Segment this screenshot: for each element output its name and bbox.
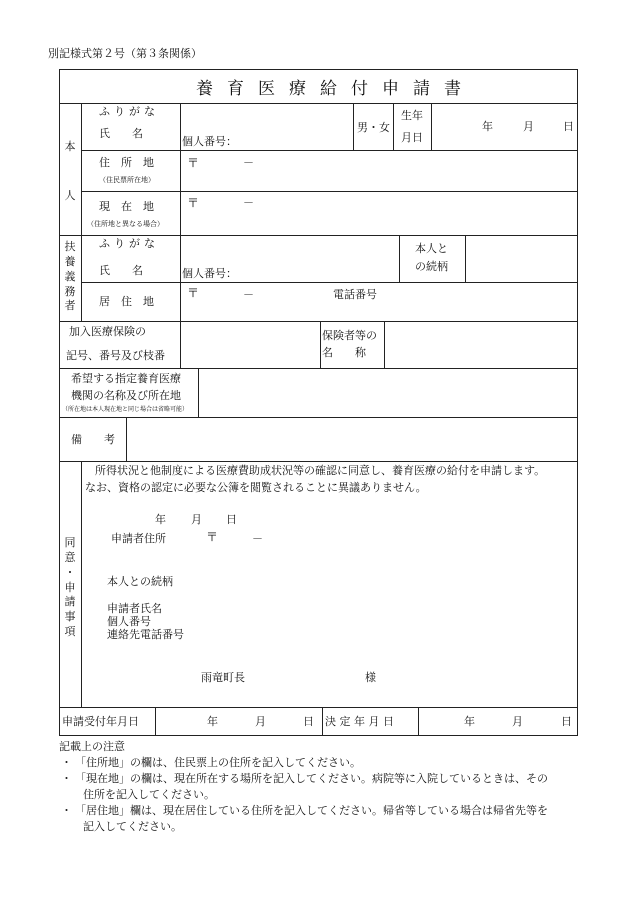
applicant-name-label: 申請者氏名: [107, 602, 162, 615]
facility-label-2: 機関の名称及び所在地: [71, 389, 181, 402]
address-postal-dash: －: [243, 156, 254, 169]
phone-label: 電話番号: [333, 288, 377, 301]
form-title: 養育医療給付申請書: [196, 79, 475, 99]
address-sublabel: （住民票所在地）: [99, 176, 155, 184]
insurer-label-2: 名 称: [322, 346, 366, 359]
birth-month-unit: 月: [523, 120, 534, 133]
applicant-postal-mark: 〒: [206, 530, 219, 544]
received-date-label: 申請受付年月日: [62, 715, 139, 728]
mayor-addressee: 雨竜町長: [201, 671, 245, 684]
honnin-name-label: 氏 名: [99, 127, 143, 140]
note-bullet-1: ・: [61, 756, 72, 769]
consent-statement-2: なお、資格の認定に必要な公簿を閲覧されることに異議ありません。: [85, 481, 427, 494]
note-bullet-2: ・: [61, 772, 72, 785]
insurance-label-1: 加入医療保険の: [69, 325, 146, 338]
honorific-sama: 様: [365, 671, 376, 684]
contact-phone-label: 連絡先電話番号: [107, 628, 184, 641]
residence-label: 居 住 地: [99, 295, 154, 308]
fuyo-relation-label-1: 本人と: [415, 242, 448, 255]
current-location-sublabel: （住所地と異なる場合）: [87, 220, 164, 228]
facility-note: （所在地は本人現在地と同じ場合は省略可能）: [62, 406, 189, 413]
note-bullet-3: ・: [61, 804, 72, 817]
insurer-label-1: 保険者等の: [322, 329, 377, 342]
current-postal-dash: －: [243, 196, 254, 209]
current-postal-mark: 〒: [187, 196, 200, 210]
address-postal-mark: 〒: [187, 156, 200, 170]
applicant-relation-label: 本人との続柄: [107, 575, 173, 588]
fuyo-group-label: 扶 養 義 務 者: [64, 240, 76, 313]
residence-postal-dash: －: [243, 288, 254, 301]
current-location-label: 現 在 地: [99, 200, 154, 213]
note-item-1: 「住所地」の欄は、住民票上の住所を記入してください。: [75, 756, 361, 769]
insurance-label-2: 記号、番号及び枝番: [66, 349, 165, 362]
sex-selector[interactable]: 男・女: [357, 121, 390, 134]
birth-day-unit: 日: [563, 120, 574, 133]
honnin-furigana-label: ふりがな: [99, 105, 159, 118]
note-item-3-line-2: 記入してください。: [83, 820, 182, 833]
decided-month-unit: 月: [512, 715, 523, 728]
note-item-3-line-1: 「居住地」欄は、現在居住している住所を記入してください。帰省等している場合は帰省先等を: [75, 804, 548, 817]
consent-statement-1: 所得状況と他制度による医療費助成状況等の確認に同意し、養育医療の給付を申請します。: [95, 464, 546, 477]
decided-day-unit: 日: [561, 715, 572, 728]
birthdate-label-2: 月日: [401, 131, 423, 144]
applicant-number-label: 個人番号: [107, 615, 151, 628]
decided-year-unit: 年: [464, 715, 475, 728]
fuyo-mynumber-label: 個人番号：: [182, 267, 237, 280]
remarks-label: 備 考: [71, 433, 115, 446]
application-day-unit: 日: [226, 513, 237, 526]
residence-postal-mark: 〒: [187, 286, 200, 300]
applicant-address-label: 申請者住所: [111, 532, 166, 545]
received-year-unit: 年: [207, 715, 218, 728]
notes-heading: 記載上の注意: [59, 740, 125, 753]
birthdate-label-1: 生年: [401, 109, 423, 122]
application-year-unit: 年: [155, 513, 166, 526]
applicant-postal-dash: －: [252, 532, 263, 545]
facility-label-1: 希望する指定養育医療: [71, 372, 181, 385]
fuyo-name-label: 氏 名: [99, 264, 143, 277]
received-day-unit: 日: [303, 715, 314, 728]
received-month-unit: 月: [255, 715, 266, 728]
form-reference-note: 別記様式第２号（第３条関係）: [48, 47, 202, 60]
note-item-2-line-1: 「現在地」の欄は、現在所在する場所を記入してください。病院等に入院しているときは、その: [75, 772, 548, 785]
honnin-mynumber-label: 個人番号：: [182, 135, 237, 148]
address-label: 住 所 地: [99, 156, 154, 169]
honnin-group-label: 本 人: [64, 140, 76, 202]
note-item-2-line-2: 住所を記入してください。: [83, 788, 215, 801]
fuyo-relation-label-2: の続柄: [415, 260, 448, 273]
decided-date-label: 決 定 年 月 日: [325, 715, 394, 728]
consent-group-label: 同 意 ・ 申 請 事 項: [64, 536, 76, 639]
fuyo-furigana-label: ふりがな: [99, 237, 159, 250]
application-month-unit: 月: [191, 513, 202, 526]
birth-year-unit: 年: [482, 120, 493, 133]
